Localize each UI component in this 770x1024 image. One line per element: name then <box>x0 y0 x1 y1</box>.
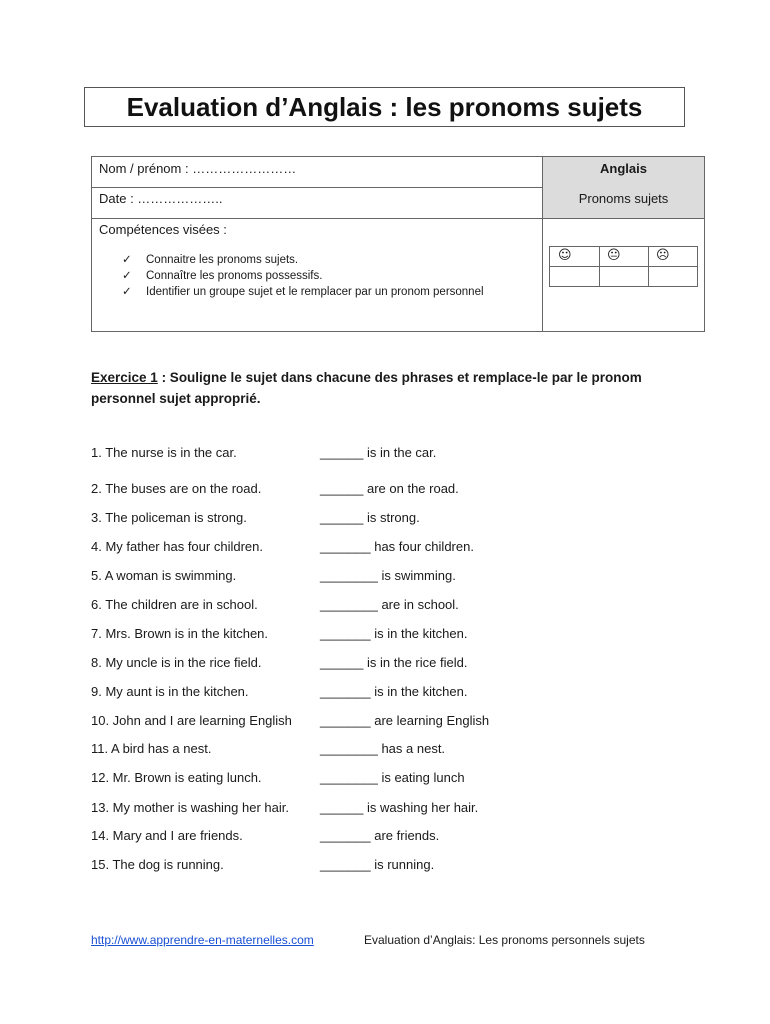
checkmark-icon: ✓ <box>122 286 132 298</box>
exercise-answer-blank: ________ are in school. <box>320 597 459 612</box>
checkmark-icon: ✓ <box>122 270 132 282</box>
exercise-sentence: 10. John and I are learning English <box>91 713 292 728</box>
footer-text: Evaluation d’Anglais: Les pronoms personnels sujets <box>364 933 645 947</box>
name-field-label: Nom / prénom : …………………… <box>99 161 297 176</box>
exercise-answer-blank: ________ is eating lunch <box>320 770 465 785</box>
exercise-answer-blank: ______ is strong. <box>320 510 420 525</box>
footer-link[interactable]: http://www.apprendre-en-maternelles.com <box>91 933 314 947</box>
student-info-table <box>91 156 705 332</box>
exercise-sentence: 2. The buses are on the road. <box>91 481 262 496</box>
exercise-label: Exercice 1 <box>91 370 158 385</box>
exercise-instruction: : Souligne le sujet dans chacune des phrases et remplace-le par le pronom personnel sujet approprié. <box>91 370 642 406</box>
list-item: ✓ Connaitre les pronoms sujets. <box>122 254 299 266</box>
exercise-sentence: 4. My father has four children. <box>91 539 263 554</box>
exercise-sentence: 13. My mother is washing her hair. <box>91 800 289 815</box>
exercise-sentence: 1. The nurse is in the car. <box>91 445 237 460</box>
exercise-answer-blank: ______ is in the car. <box>320 445 437 460</box>
competences-list <box>122 252 486 300</box>
exercise-answer-blank: _______ is in the kitchen. <box>320 626 468 641</box>
subject-title: Anglais <box>600 161 647 176</box>
subject-topic: Pronoms sujets <box>578 191 669 206</box>
exercise-answer-blank: ________ has a nest. <box>320 741 446 756</box>
exercise-sentence: 8. My uncle is in the rice field. <box>91 655 262 670</box>
exercise-sentence: 6. The children are in school. <box>91 597 258 612</box>
exercise-sentence: 5. A woman is swimming. <box>91 568 237 583</box>
self-assessment-grid <box>549 246 698 287</box>
exercise-sentence: 12. Mr. Brown is eating lunch. <box>91 770 262 785</box>
exercise-sentence: 7. Mrs. Brown is in the kitchen. <box>91 626 269 641</box>
exercise-answer-blank: _______ are learning English <box>320 713 490 728</box>
exercise-sentence: 9. My aunt is in the kitchen. <box>91 684 249 699</box>
list-item: ✓ Connaître les pronoms possessifs. <box>122 270 323 282</box>
competences-label: Compétences visées : <box>99 222 227 237</box>
exercise-answer-blank: ______ is washing her hair. <box>320 800 479 815</box>
date-field-label: Date : ……………….. <box>99 191 223 206</box>
exercise-sentence: 3. The policeman is strong. <box>91 510 247 525</box>
smiley-sad-icon: ☹ <box>656 248 670 263</box>
exercise-answer-blank: _______ are friends. <box>320 828 440 843</box>
exercise-answer-blank: _______ is running. <box>320 857 435 872</box>
exercise-answer-blank: ______ are on the road. <box>320 481 459 496</box>
exercise-sentence: 14. Mary and I are friends. <box>91 828 243 843</box>
exercise-answer-blank: ______ is in the rice field. <box>320 655 468 670</box>
exercise-answer-blank: ________ is swimming. <box>320 568 456 583</box>
smiley-happy-icon: ☺ <box>558 248 572 263</box>
exercise-answer-blank: _______ is in the kitchen. <box>320 684 468 699</box>
exercise-answer-blank: _______ has four children. <box>320 539 474 554</box>
page-title: Evaluation d’Anglais : les pronoms sujets <box>84 87 685 127</box>
checkmark-icon: ✓ <box>122 254 132 266</box>
exercise-sentence: 15. The dog is running. <box>91 857 224 872</box>
smiley-neutral-icon: 😐 <box>607 248 621 263</box>
exercise-heading <box>91 367 691 409</box>
list-item: ✓ Identifier un groupe sujet et le remplacer par un pronom personnel <box>122 286 484 298</box>
exercise-sentence: 11. A bird has a nest. <box>91 741 212 756</box>
